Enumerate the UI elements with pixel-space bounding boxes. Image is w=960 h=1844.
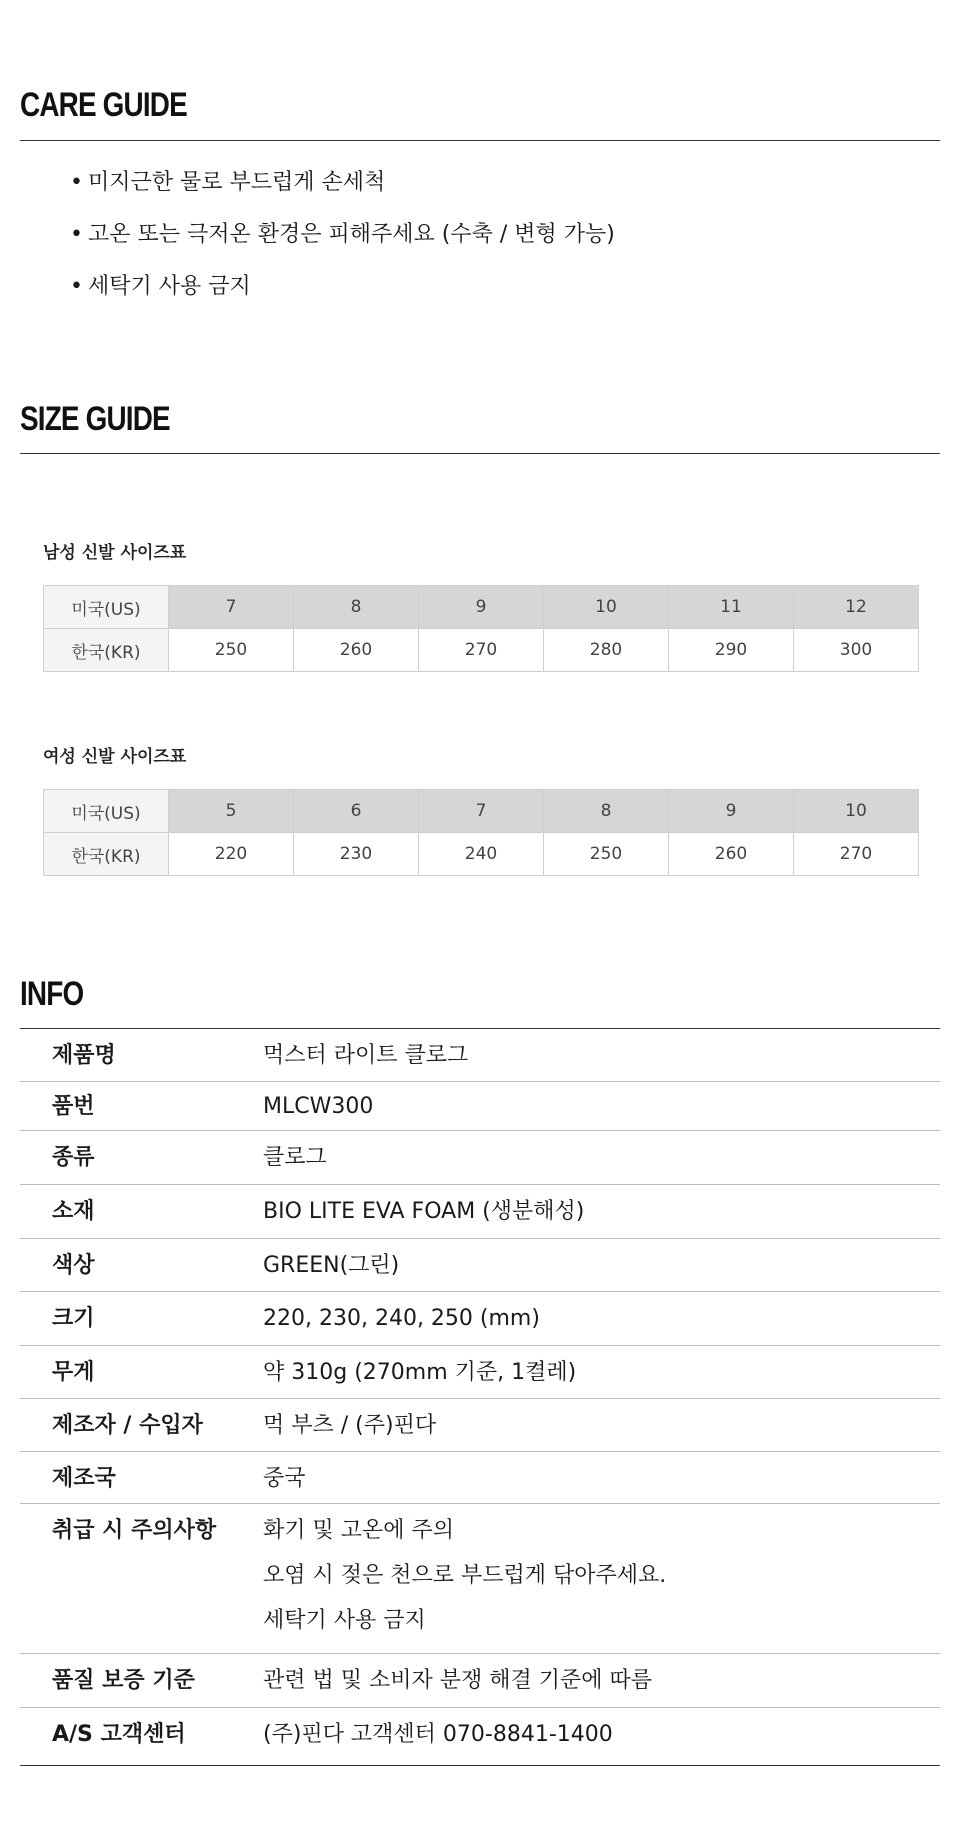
info-key: 품질 보증 기준 <box>20 1653 263 1707</box>
table-cell: 280 <box>544 629 669 672</box>
table-cell: 12 <box>794 586 919 629</box>
table-cell: 250 <box>169 629 294 672</box>
table-cell: 6 <box>294 790 419 833</box>
care-item-text: 세탁기 사용 금지 <box>88 274 251 299</box>
info-key: 색상 <box>20 1238 263 1291</box>
info-value: (주)핀다 고객센터 070-8841-1400 <box>263 1707 940 1765</box>
info-key: 소재 <box>20 1184 263 1238</box>
info-value: BIO LITE EVA FOAM (생분해성) <box>263 1184 940 1238</box>
table-row <box>44 629 919 672</box>
table-cell: 250 <box>544 833 669 876</box>
table-row <box>44 833 919 876</box>
table-row <box>20 1345 940 1398</box>
table-cell: 220 <box>169 833 294 876</box>
info-value-line: 오염 시 젖은 천으로 부드럽게 닦아주세요. <box>263 1562 667 1588</box>
table-cell: 10 <box>794 790 919 833</box>
table-cell: 260 <box>669 833 794 876</box>
info-key: A/S 고객센터 <box>20 1707 263 1765</box>
table-row <box>20 1291 940 1345</box>
info-key: 제조국 <box>20 1451 263 1503</box>
table-cell: 10 <box>544 586 669 629</box>
info-key: 품번 <box>20 1081 263 1130</box>
info-value: MLCW300 <box>263 1081 940 1130</box>
table-cell: 270 <box>794 833 919 876</box>
care-item-text: 미지근한 물로 부드럽게 손세척 <box>88 170 386 195</box>
info-key: 제조자 / 수입자 <box>20 1398 263 1451</box>
table-row <box>20 1238 940 1291</box>
table-cell: 290 <box>669 629 794 672</box>
table-cell: 240 <box>419 833 544 876</box>
table-cell: 9 <box>419 586 544 629</box>
us-header: 미국(US) <box>44 586 169 629</box>
info-value: 중국 <box>263 1451 940 1503</box>
table-row <box>20 1184 940 1238</box>
table-row <box>20 1653 940 1707</box>
info-key: 크기 <box>20 1291 263 1345</box>
info-value: 관련 법 및 소비자 분쟁 해결 기준에 따름 <box>263 1653 940 1707</box>
info-value: 220, 230, 240, 250 (mm) <box>263 1291 940 1345</box>
table-cell: 8 <box>294 586 419 629</box>
list-item: • 고온 또는 극저온 환경은 피해주세요 (수축 / 변형 가능) <box>70 222 615 247</box>
size-guide-divider <box>20 453 940 454</box>
care-guide-list <box>70 167 615 323</box>
info-key: 제품명 <box>20 1029 263 1081</box>
info-value-line: 세탁기 사용 금지 <box>263 1607 426 1633</box>
table-cell: 300 <box>794 629 919 672</box>
info-key: 종류 <box>20 1130 263 1184</box>
table-cell: 270 <box>419 629 544 672</box>
table-cell: 7 <box>169 586 294 629</box>
table-cell: 11 <box>669 586 794 629</box>
men-size-table-label: 남성 신발 사이즈표 <box>43 543 187 563</box>
info-value: 클로그 <box>263 1130 940 1184</box>
info-value <box>263 1503 940 1653</box>
table-cell: 230 <box>294 833 419 876</box>
table-row <box>44 586 919 629</box>
care-item-text: 고온 또는 극저온 환경은 피해주세요 (수축 / 변형 가능) <box>88 222 615 247</box>
table-cell: 260 <box>294 629 419 672</box>
table-row <box>20 1503 940 1653</box>
table-row <box>20 1398 940 1451</box>
info-value: 먹스터 라이트 클로그 <box>263 1029 940 1081</box>
care-guide-title: CARE GUIDE <box>20 86 187 124</box>
table-row <box>20 1451 940 1503</box>
table-cell: 7 <box>419 790 544 833</box>
info-value: 먹 부츠 / (주)핀다 <box>263 1398 940 1451</box>
kr-header: 한국(KR) <box>44 833 169 876</box>
women-size-table-label: 여성 신발 사이즈표 <box>43 747 187 767</box>
info-key: 취급 시 주의사항 <box>20 1503 263 1653</box>
table-cell: 5 <box>169 790 294 833</box>
us-header: 미국(US) <box>44 790 169 833</box>
table-row <box>20 1081 940 1130</box>
size-guide-title: SIZE GUIDE <box>20 400 170 438</box>
list-item: • 미지근한 물로 부드럽게 손세척 <box>70 170 386 195</box>
kr-header: 한국(KR) <box>44 629 169 672</box>
table-row <box>20 1707 940 1765</box>
info-value-line: 화기 및 고온에 주의 <box>263 1517 454 1543</box>
info-value: 약 310g (270mm 기준, 1켤레) <box>263 1345 940 1398</box>
care-guide-divider <box>20 140 940 141</box>
info-value: GREEN(그린) <box>263 1238 940 1291</box>
table-row <box>44 790 919 833</box>
info-table <box>20 1029 940 1766</box>
table-cell: 8 <box>544 790 669 833</box>
list-item: • 세탁기 사용 금지 <box>70 274 251 299</box>
table-row <box>20 1029 940 1081</box>
men-size-table <box>43 585 919 672</box>
info-title: INFO <box>20 975 84 1013</box>
info-key: 무게 <box>20 1345 263 1398</box>
women-size-table <box>43 789 919 876</box>
table-cell: 9 <box>669 790 794 833</box>
table-row <box>20 1130 940 1184</box>
